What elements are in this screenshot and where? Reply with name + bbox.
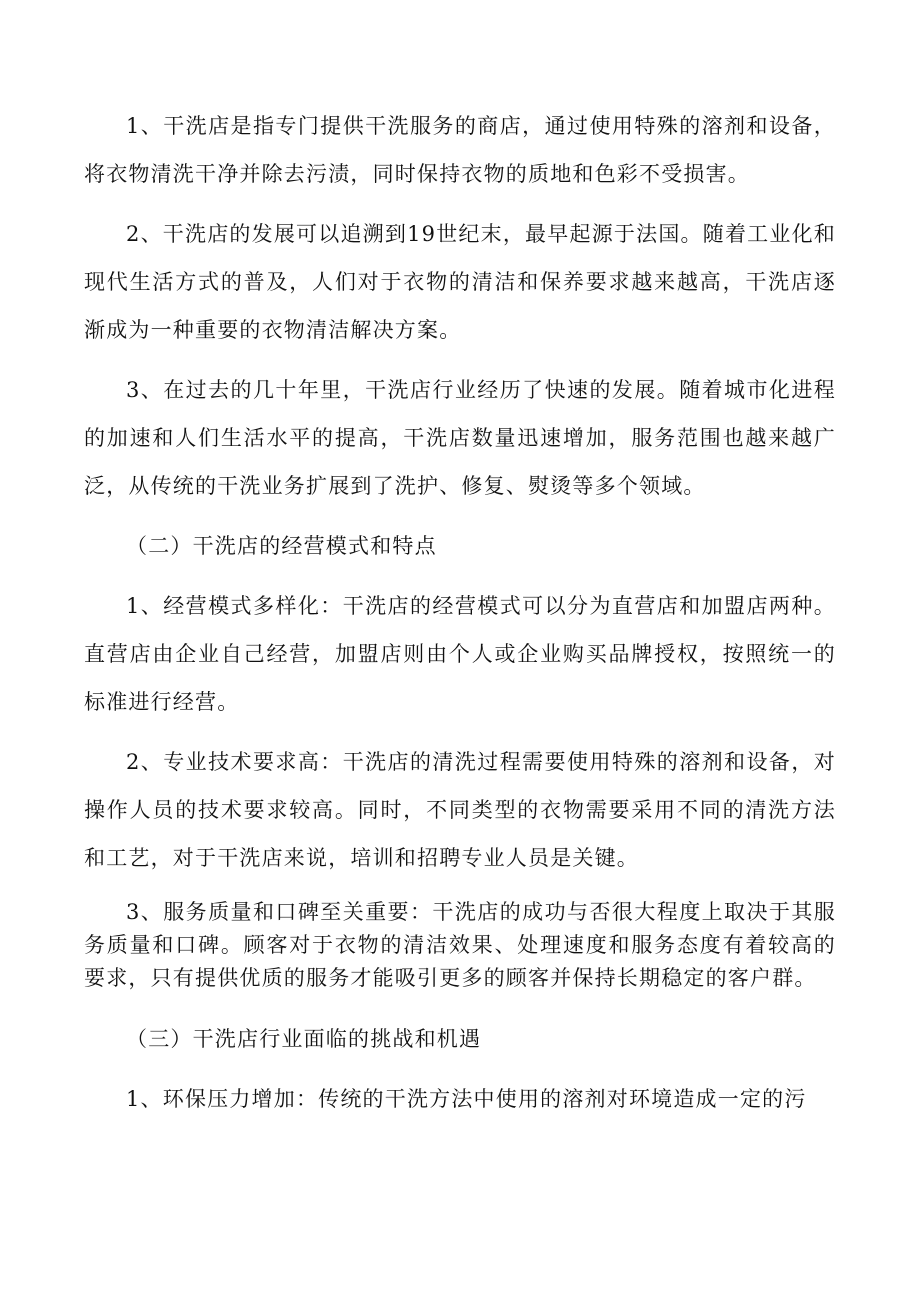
section-heading-3: （三）干洗店行业面临的挑战和机遇 — [126, 1027, 482, 1051]
section-heading-2: （二）干洗店的经营模式和特点 — [126, 534, 437, 558]
paragraph-1-1: 1、干洗店是指专门提供干洗服务的商店，通过使用特殊的溶剂和设备，将衣物清洗干净并除去污渍，同时保持衣物的质地和色彩不受损害。 — [84, 114, 836, 186]
paragraph-3-1: 1、环保压力增加：传统的干洗方法中使用的溶剂对环境造成一定的污 — [126, 1087, 807, 1111]
paragraph-1-2: 2、干洗店的发展可以追溯到19世纪末，最早起源于法国。随着工业化和现代生活方式的普及，人们对于衣物的清洁和保养要求越来越高，干洗店逐渐成为一种重要的衣物清洁解决方案。 — [84, 222, 836, 342]
paragraph-2-2: 2、专业技术要求高：干洗店的清洗过程需要使用特殊的溶剂和设备，对操作人员的技术要求较高。同时，不同类型的衣物需要采用不同的清洗方法和工艺，对于干洗店来说，培训和招聘专业人员是关键。 — [84, 750, 836, 870]
paragraph-2-3: 3、服务质量和口碑至关重要：干洗店的成功与否很大程度上取决于其服务质量和口碑。顾客对于衣物的清洁效果、处理速度和服务态度有着较高的要求，只有提供优质的服务才能吸引更多的顾客并保持长期稳定的客户群。 — [84, 900, 836, 990]
paragraph-2-1: 1、经营模式多样化：干洗店的经营模式可以分为直营店和加盟店两种。直营店由企业自己经营，加盟店则由个人或企业购买品牌授权，按照统一的标准进行经营。 — [84, 594, 836, 714]
paragraph-1-3: 3、在过去的几十年里，干洗店行业经历了快速的发展。随着城市化进程的加速和人们生活水平的提高，干洗店数量迅速增加，服务范围也越来越广泛，从传统的干洗业务扩展到了洗护、修复、熨烫等多个领域。 — [84, 378, 836, 498]
